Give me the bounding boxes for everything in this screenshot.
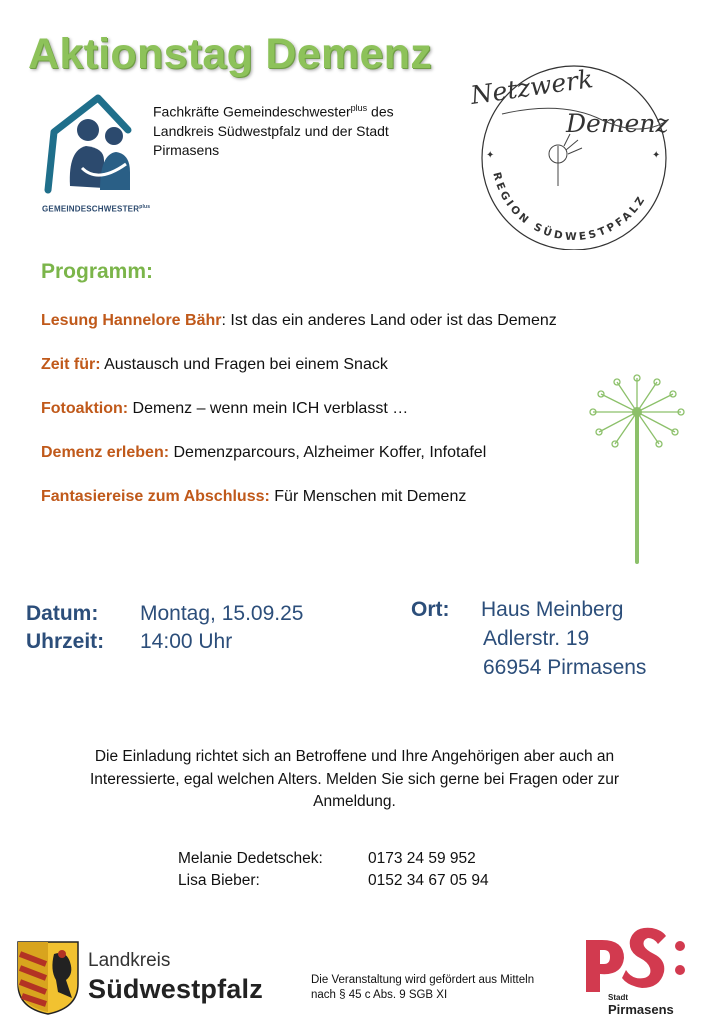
invitation-text: Die Einladung richtet sich an Betroffene und Ihre Angehörigen aber auch an Interessierte, egal welchen Alters. Melden Sie sich gerne bei Fragen oder zur Anmeldung. <box>89 748 619 810</box>
ps-mark-icon <box>582 918 692 996</box>
demenz-word: Demenz <box>566 109 669 138</box>
landkreis-label: Landkreis <box>88 950 171 971</box>
gemeindeschwester-logo-label: $GEMEINDESCHWESTER^{plus}$ <box>42 204 151 214</box>
contact-phone: 0173 24 59 952 <box>368 850 476 867</box>
netzwerk-word: Netzwerk <box>468 64 595 110</box>
program-item: Fotoaktion: Demenz – wenn mein ICH verblasst … <box>41 400 409 417</box>
organizer-intro: Fachkräfte Gemeindeschwester$^{plus}$ des Landkreis Südwestpfalz und der Stadt Pirmasens <box>153 103 394 158</box>
landkreis-logo <box>16 940 266 1016</box>
program-item: Zeit für: Austausch und Fragen bei einem Snack <box>41 356 388 373</box>
time-value: 14:00 Uhr <box>140 630 233 653</box>
stadt-pirmasens-logo <box>582 918 692 1018</box>
location-line: 66954 Pirmasens <box>483 656 647 679</box>
region-ring-text: REGION SÜDWESTPFALZ <box>490 171 649 244</box>
page-title: Aktionstag Demenz <box>28 30 433 78</box>
gemeindeschwester-logo <box>28 90 158 220</box>
program-item: Fantasiereise zum Abschluss: Für Menschen mit Demenz <box>41 488 467 505</box>
contact-name: Melanie Dedetschek: <box>178 850 323 867</box>
program-item: Demenz erleben: Demenzparcours, Alzheimer Koffer, Infotafel <box>41 444 487 461</box>
contact-phone: 0152 34 67 05 94 <box>368 872 489 889</box>
sparkle-icon: ✦ <box>486 150 495 161</box>
netzwerk-demenz-logo <box>462 50 686 250</box>
suedwestpfalz-label: Südwestpfalz <box>88 974 263 1004</box>
location-line: Adlerstr. 19 <box>483 627 590 650</box>
stadt-pirmasens-label: Stadt Pirmasens <box>608 993 674 1017</box>
family-house-icon <box>28 90 158 202</box>
time-label: Uhrzeit: <box>26 630 105 653</box>
program-heading: Programm: <box>41 260 154 283</box>
date-label: Datum: <box>26 602 99 625</box>
sparkle-icon: ✦ <box>652 150 661 161</box>
dandelion-icon <box>585 372 690 567</box>
program-item: Lesung Hannelore Bähr: Ist das ein anderes Land oder ist das Demenz <box>41 312 557 329</box>
contact-name: Lisa Bieber: <box>178 872 260 889</box>
date-value: Montag, 15.09.25 <box>140 602 304 625</box>
funding-note: Die Veranstaltung wird gefördert aus Mitteln nach § 45 c Abs. 9 SGB XI <box>311 974 535 1001</box>
location-label: Ort: <box>411 598 450 621</box>
coat-of-arms-icon <box>16 940 80 1016</box>
location-line: Haus Meinberg <box>481 598 624 621</box>
dandelion-small-icon <box>549 134 582 186</box>
